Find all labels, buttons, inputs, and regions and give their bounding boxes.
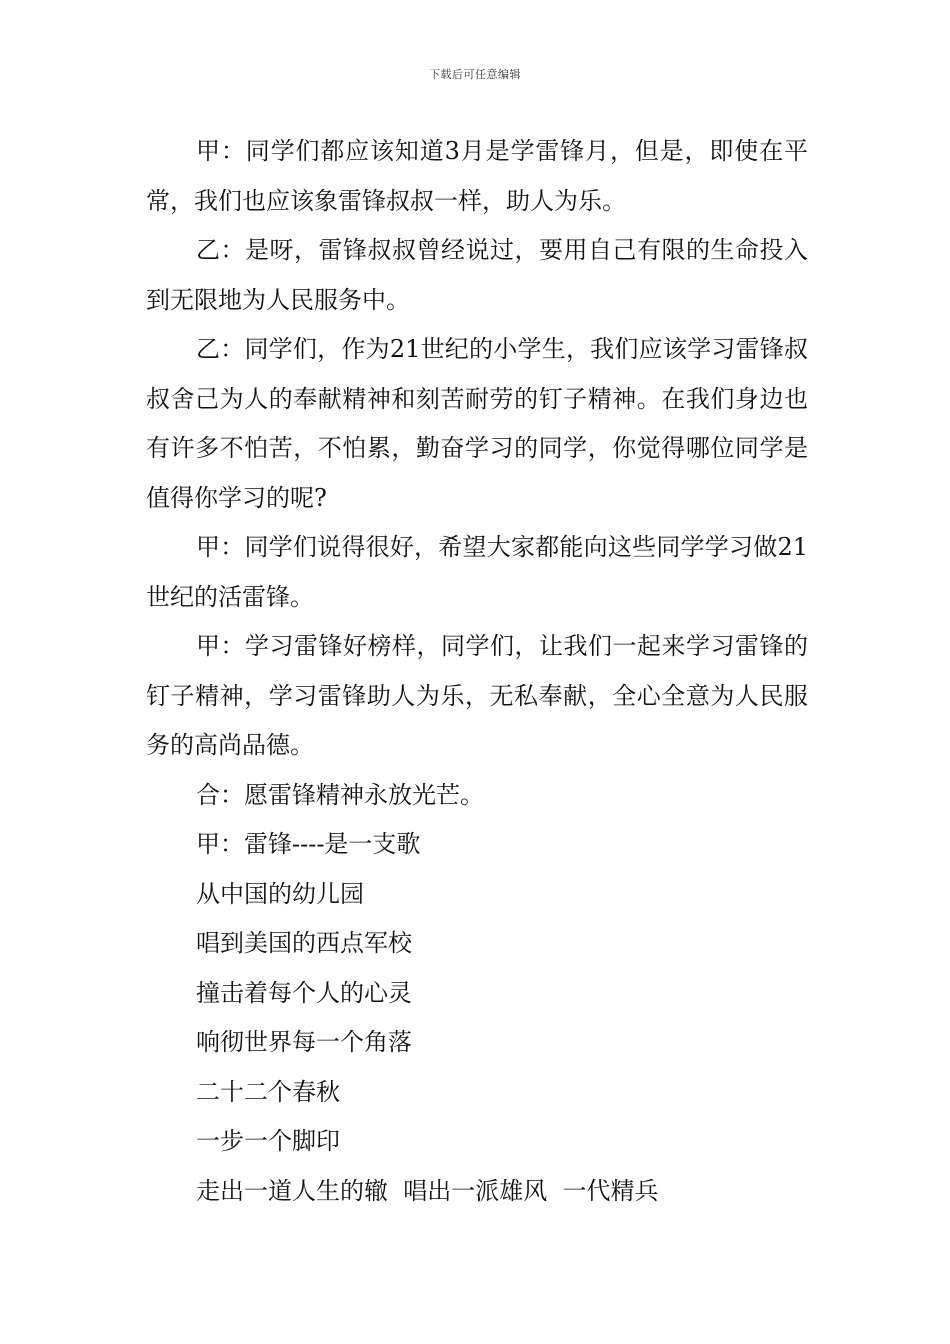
page-header: 下载后可任意编辑	[429, 68, 521, 81]
document-body	[146, 127, 808, 1216]
paragraph: 甲：学习雷锋好榜样，同学们，让我们一起来学习雷锋的钉子精神，学习雷锋助人为乐，无私奉献，全心全意为人民服务的高尚品德。	[146, 632, 808, 759]
poem-line: 从中国的幼儿园	[196, 879, 364, 908]
paragraph: 乙：是呀，雷锋叔叔曾经说过，要用自己有限的生命投入到无限地为人民服务中。	[146, 236, 808, 314]
poem-line: 响彻世界每一个角落	[196, 1028, 412, 1056]
poem-line: 一步一个脚印	[196, 1127, 340, 1155]
paragraph: 合：愿雷锋精神永放光芒。	[196, 780, 484, 809]
poem-line: 二十二个春秋	[196, 1077, 340, 1106]
paragraph: 甲：同学们都应该知道3月是学雷锋月，但是，即使在平常，我们也应该象雷锋叔叔一样，助人为乐。	[146, 137, 808, 215]
poem-line: 撞击着每个人的心灵	[196, 978, 412, 1007]
paragraph: 乙：同学们，作为21世纪的小学生，我们应该学习雷锋叔叔舍己为人的奉献精神和刻苦耐劳的钉子精神。在我们身边也有许多不怕苦，不怕累，勤奋学习的同学，你觉得哪位同学是值得你学习的呢?	[146, 335, 808, 512]
paragraph: 甲：同学们说得很好，希望大家都能向这些同学学习做21世纪的活雷锋。	[146, 533, 808, 611]
poem-line: 唱到美国的西点军校	[196, 929, 412, 957]
poem-line: 甲：雷锋----是一支歌	[196, 830, 421, 858]
poem-line: 走出一道人生的辙 唱出一派雄风 一代精兵	[196, 1176, 659, 1205]
